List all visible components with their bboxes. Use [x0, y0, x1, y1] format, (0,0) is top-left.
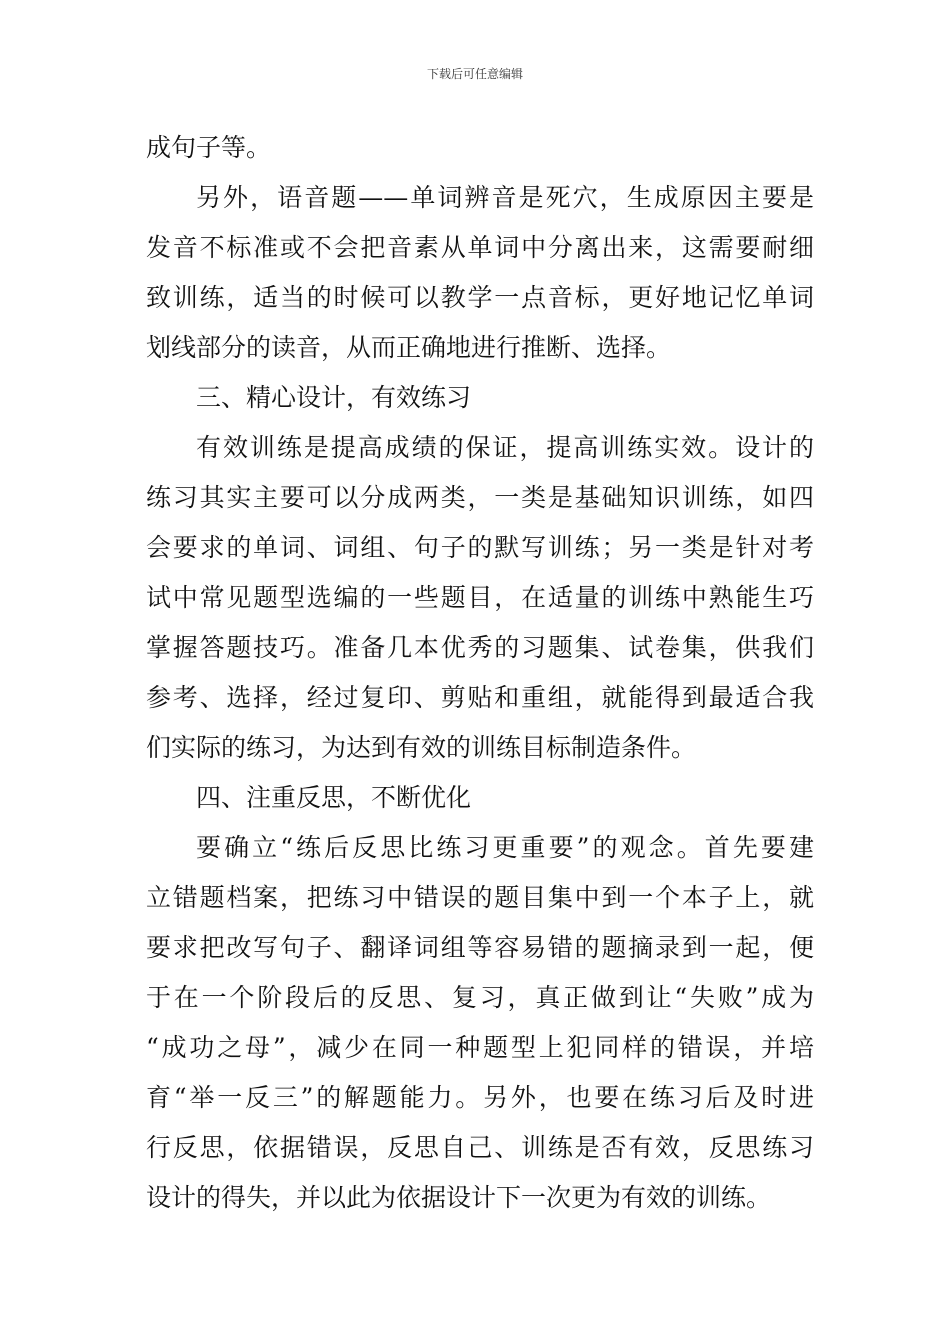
text-line: 们实际的练习，为达到有效的训练目标制造条件。	[146, 733, 697, 762]
text-line: 要求把改写句子、翻译词组等容易错的题摘录到一起，便	[146, 933, 814, 962]
text-line: 设计的得失，并以此为依据设计下一次更为有效的训练。	[146, 1183, 772, 1212]
text-line: 三、精心设计，有效练习	[196, 383, 472, 412]
document-body	[146, 123, 814, 1223]
text-line: 要确立“练后反思比练习更重要”的观念。首先要建	[196, 833, 814, 862]
text-line: 育“举一反三”的解题能力。另外，也要在练习后及时进	[146, 1083, 814, 1112]
text-line: 发音不标准或不会把音素从单词中分离出来，这需要耐细	[146, 233, 814, 262]
text-line: 划线部分的读音，从而正确地进行推断、选择。	[146, 333, 672, 362]
text-line: 行反思，依据错误，反思自己、训练是否有效，反思练习	[146, 1133, 814, 1162]
text-line: 参考、选择，经过复印、剪贴和重组，就能得到最适合我	[146, 683, 814, 712]
text-line: 于在一个阶段后的反思、复习，真正做到让“失败”成为	[146, 983, 814, 1012]
text-line: 致训练，适当的时候可以教学一点音标，更好地记忆单词	[146, 283, 814, 312]
text-line: 试中常见题型选编的一些题目，在适量的训练中熟能生巧	[146, 583, 814, 612]
text-line: 掌握答题技巧。准备几本优秀的习题集、试卷集，供我们	[146, 633, 814, 662]
text-line: 四、注重反思，不断优化	[196, 783, 472, 812]
text-line: 另外，语音题——单词辨音是死穴，生成原因主要是	[196, 183, 814, 212]
text-line: 成句子等。	[146, 133, 272, 162]
text-line: 会要求的单词、词组、句子的默写训练；另一类是针对考	[146, 533, 814, 562]
text-line: 练习其实主要可以分成两类，一类是基础知识训练，如四	[146, 483, 814, 512]
text-line: 有效训练是提高成绩的保证，提高训练实效。设计的	[196, 433, 814, 462]
text-line: “成功之母”，减少在同一种题型上犯同样的错误，并培	[146, 1033, 814, 1062]
text-line: 立错题档案，把练习中错误的题目集中到一个本子上，就	[146, 883, 814, 912]
page-header: 下载后可任意编辑	[426, 67, 523, 81]
